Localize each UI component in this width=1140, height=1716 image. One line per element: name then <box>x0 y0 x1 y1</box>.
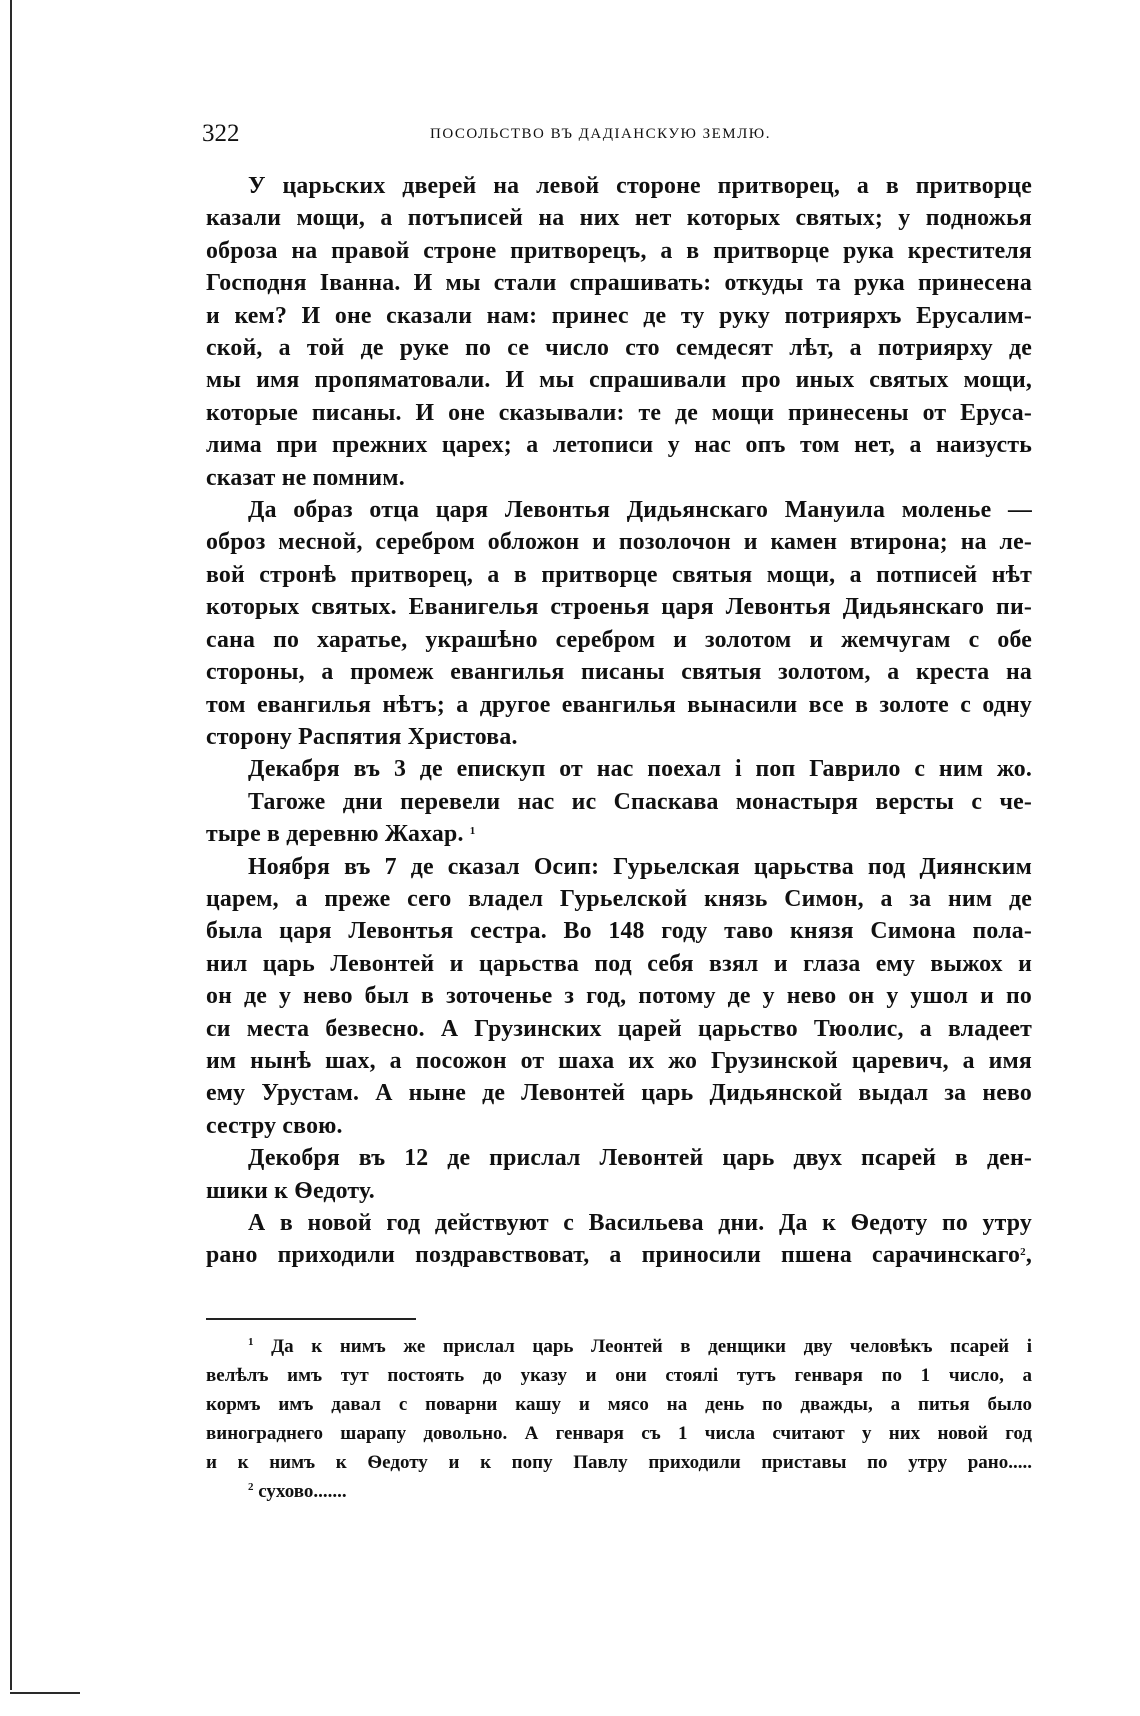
text-line: которые писаны. И оне сказывали: те де мощи принесены от Еруса- <box>206 399 1032 426</box>
text-line: Декобря въ 12 де прислал Левонтей царь двух псарей в ден- <box>248 1145 1032 1172</box>
footnote-line: и к нимъ к Ѳедоту и к попу Павлу приходили приставы по утру рано..... <box>206 1452 1032 1473</box>
text-line: он де у нево был в зоточенье з год, потому де у нево он у ушол и по <box>206 983 1032 1010</box>
page-number: 322 <box>202 120 240 147</box>
text-line: лима при прежних царех; а летописи у нас опъ том нет, а наизусть <box>206 432 1032 459</box>
footnote-line: кормъ имъ давал с поварни кашу и мясо на день по дважды, а питья было <box>206 1394 1032 1415</box>
text-line: А в новой год действуют с Васильева дни. Да к Ѳедоту по утру <box>248 1210 1032 1236</box>
footnote-marker: 2 <box>248 1481 254 1493</box>
footnote-marker: 1 <box>248 1336 254 1348</box>
paragraph-5 <box>206 851 1032 1143</box>
footnote-ref-1: 1 <box>469 825 476 838</box>
text-line: Тагоже дни перевели нас ис Спаскава монастыря версты с че- <box>248 788 1032 815</box>
text-line: сказат не помним. <box>206 464 405 491</box>
text-line: оброз месной, серебром обложон и позолочон и камен втирона; на ле- <box>206 529 1032 556</box>
footnote-ref-2: 2 <box>1020 1246 1026 1259</box>
text-line: У царьских дверей на левой стороне притворец, а в притворце <box>248 173 1032 199</box>
text-line: ской, а той де руке по се число сто семдесят лѣт, а потриярху де <box>206 335 1032 362</box>
paragraph-6 <box>206 1142 1032 1207</box>
text-line: сана по харатье, украшѣно серебром и золотом и жемчугам с обе <box>206 626 1032 653</box>
text-fragment: Да к нимъ же прислал царь Леонтей в денщики дву человѣкъ псарей і <box>271 1336 1032 1357</box>
text-line: оброза на правой строне притворецъ, а в притворце рука крестителя <box>206 237 1032 264</box>
page-header <box>200 120 1030 154</box>
text-line <box>206 1239 1032 1271</box>
text-line: Господня Іванна. И мы стали спрашивать: откуды та рука принесена <box>206 270 1032 297</box>
text-line: им нынѣ шах, а посожон от шаха их жо Грузинской царевич, а имя <box>206 1047 1032 1074</box>
footnote-rule <box>206 1318 416 1320</box>
text-line: сторону Распятия Христова. <box>206 723 518 750</box>
text-line: вой стронѣ притворец, а в притворце святыя мощи, а потписей нѣт <box>206 561 1032 588</box>
text-line: си места безвесно. А Грузинских царей царьство Тюолис, а владеет <box>206 1015 1032 1042</box>
footnote-line <box>206 1332 1032 1361</box>
page-edge-rule <box>10 0 12 1690</box>
running-head: ПОСОЛЬСТВО ВЪ ДАДІАНСКУЮ ЗЕМЛЮ. <box>430 126 771 142</box>
footnotes <box>206 1332 1032 1506</box>
text-line: сестру свою. <box>206 1112 343 1139</box>
footnote-1 <box>206 1332 1032 1477</box>
footnote-line: винограднего шарапу довольно. А генваря съ 1 числа считают у них новой год <box>206 1423 1032 1444</box>
text-line: том евангилья нѣтъ; а другое евангилья вынасили все в золоте с одну <box>206 691 1032 718</box>
text-fragment: сухово....... <box>258 1481 347 1502</box>
text-line: мы имя пропяматовали. И мы спрашивали про иных святых мощи, <box>206 367 1032 394</box>
paragraph-7 <box>206 1207 1032 1272</box>
text-line: ему Урустам. А ныне де Левонтей царь Дидьянской выдал за нево <box>206 1080 1032 1107</box>
text-fragment: тыре в деревню Жахар. <box>206 821 464 848</box>
text-line: которых святых. Еванигелья строенья царя Левонтья Дидьянскаго пи- <box>206 594 1032 621</box>
paragraph-2 <box>206 494 1032 753</box>
text-line: стороны, а промеж евангилья писаны святыя золотом, а креста на <box>206 659 1032 686</box>
text-line: и кем? И оне сказали нам: принес де ту руку потриярхъ Ерусалим- <box>206 302 1032 329</box>
text-line: Декабря въ 3 де епискуп от нас поехал і поп Гаврило с ним жо. <box>248 756 1032 783</box>
text-line: казали мощи, а потъписей на них нет которых святых; у подножья <box>206 205 1032 232</box>
paragraph-4 <box>206 786 1032 851</box>
footnote-2 <box>206 1477 1032 1506</box>
text-fragment: рано приходили поздравствоват, а приносили пшена сарачинскаго <box>206 1242 1021 1269</box>
text-line: царем, а преже сего владел Гурьелской князь Симон, а за ним де <box>206 885 1032 912</box>
text-line: шики к Ѳедоту. <box>206 1177 375 1204</box>
text-line: Ноября въ 7 де сказал Осип: Гурьелская царьства под Диянским <box>248 853 1032 880</box>
paragraph-3 <box>206 753 1032 785</box>
text-line: нил царь Левонтей и царьства под себя взял и глаза ему выжох и <box>206 950 1032 977</box>
paragraph-1 <box>206 170 1032 494</box>
page-edge-mark <box>10 1692 80 1694</box>
text-line: Да образ отца царя Левонтья Дидьянскаго Мануила моленье — <box>248 497 1032 524</box>
main-text <box>206 170 1032 1272</box>
text-fragment: , <box>1025 1242 1032 1269</box>
text-line: была царя Левонтья сестра. Во 148 году таво князя Симона пола- <box>206 918 1032 945</box>
text-line <box>206 818 1032 850</box>
footnote-line: велѣлъ имъ тут постоять до указу и они стоялі тутъ генваря по 1 число, а <box>206 1365 1032 1386</box>
footnote-line <box>206 1477 1032 1506</box>
